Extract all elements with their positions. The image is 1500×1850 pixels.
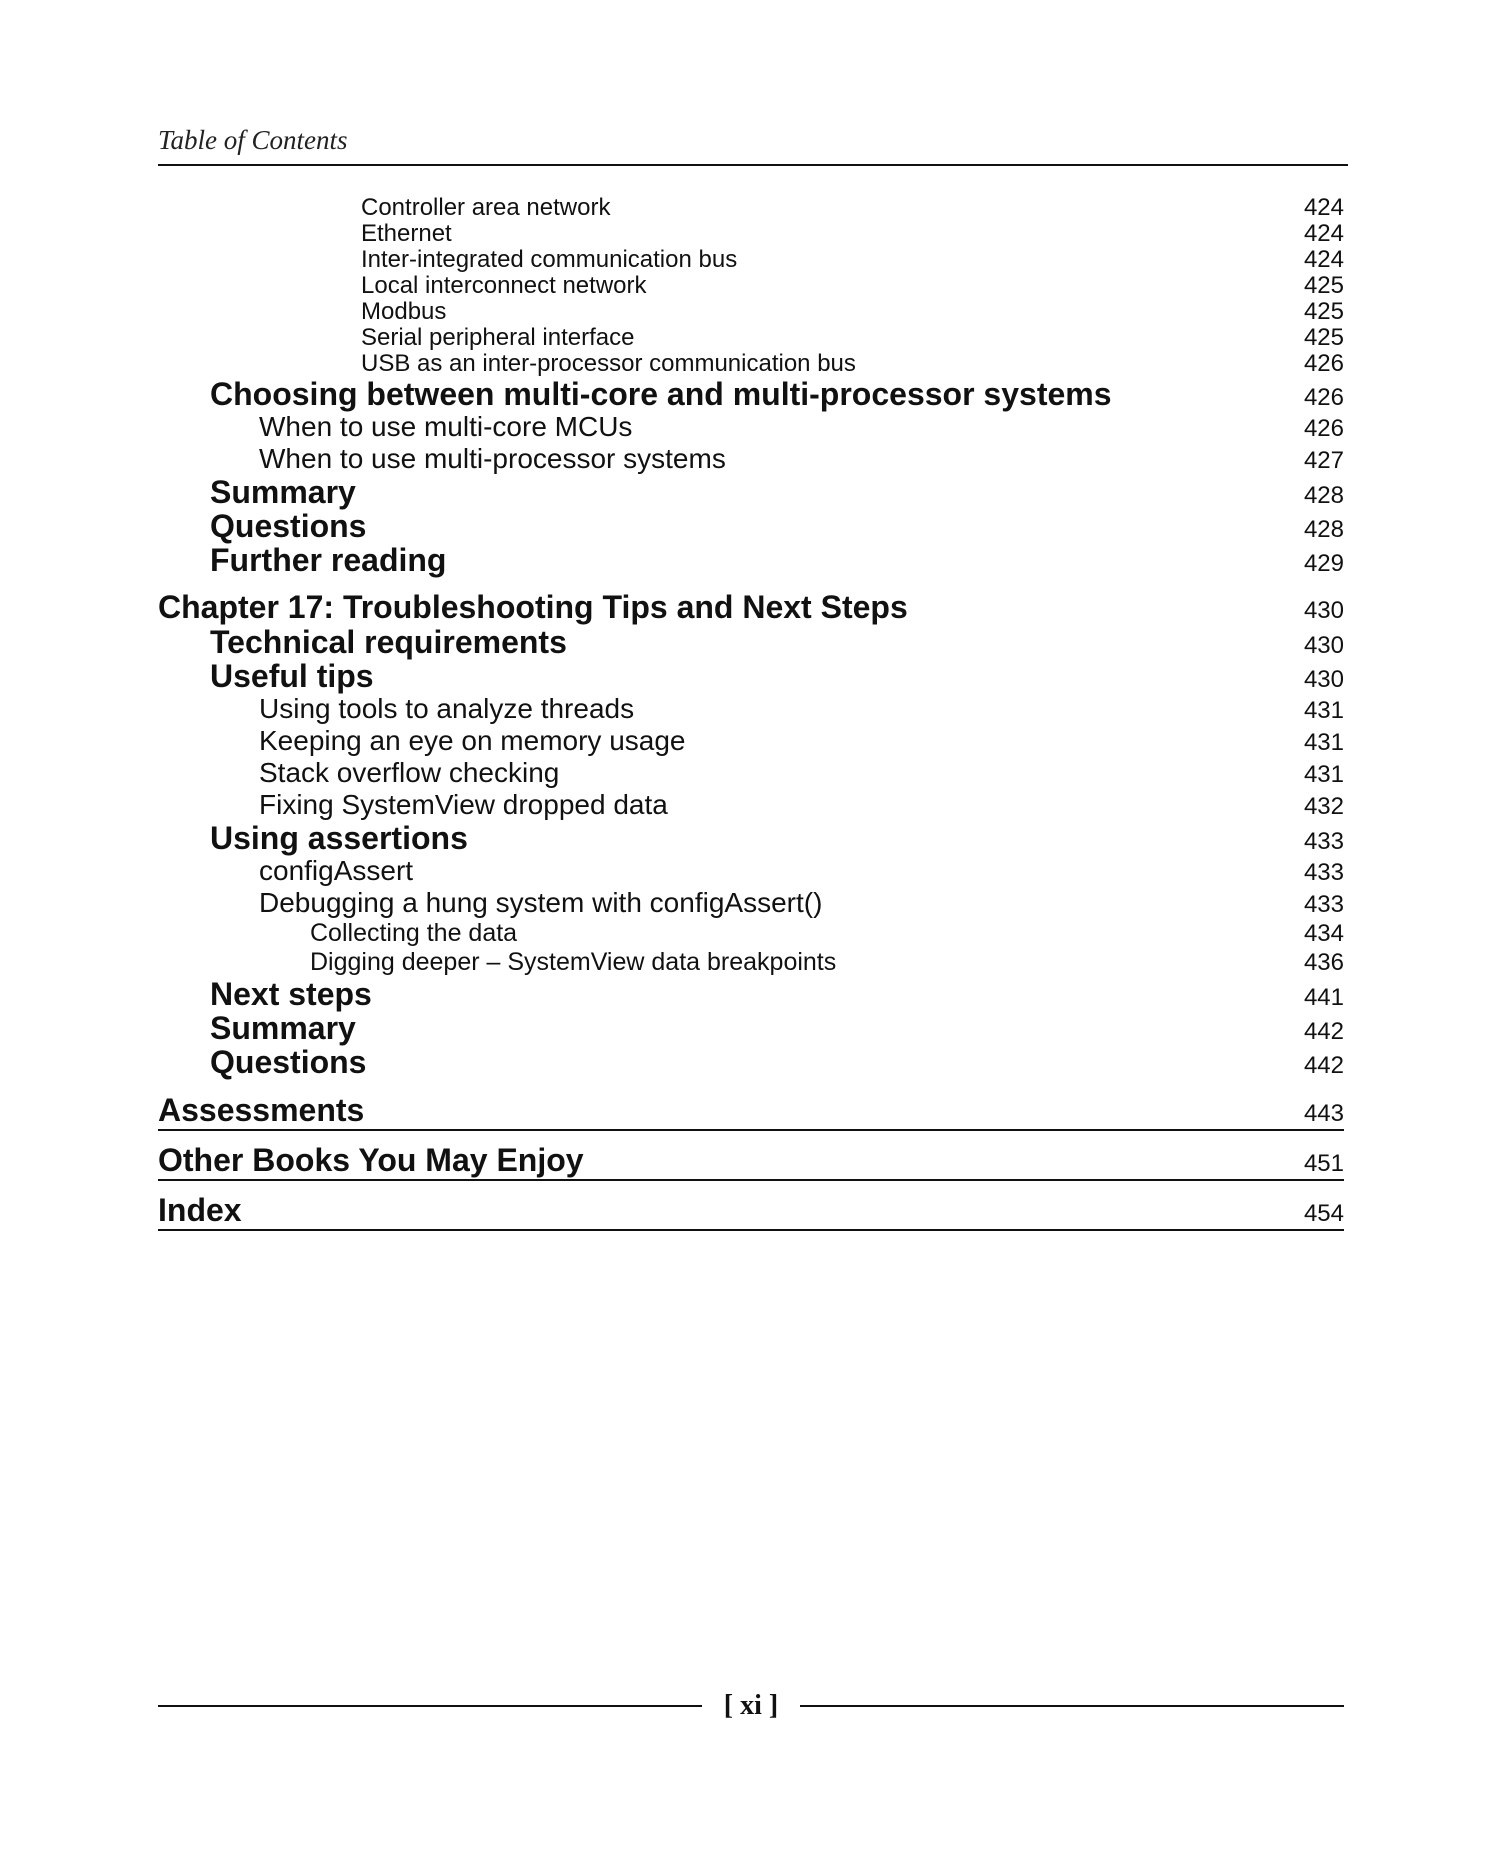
toc-entry-title: Using assertions [210, 820, 468, 856]
toc-entry[interactable] [158, 509, 1344, 543]
toc-entry[interactable] [158, 789, 1344, 821]
toc-entry-page: 451 [1303, 1150, 1344, 1177]
toc-entry-page: 425 [1303, 272, 1344, 299]
toc-entry-title: Questions [210, 1044, 367, 1080]
toc-entry[interactable] [158, 589, 1344, 625]
toc-entry-page: 431 [1303, 697, 1344, 724]
toc-entry-title: Technical requirements [210, 624, 567, 660]
toc-entry-title: Inter-integrated communication bus [361, 246, 738, 273]
toc-entry-page: 427 [1303, 447, 1344, 474]
toc-entry[interactable] [158, 887, 1344, 919]
toc-entry[interactable] [158, 659, 1344, 693]
toc-entry[interactable] [158, 693, 1344, 725]
toc-entry-title: When to use multi-processor systems [259, 443, 726, 474]
toc-entry-title: Keeping an eye on memory usage [259, 725, 686, 756]
toc-entry-title: Collecting the data [310, 919, 518, 947]
toc-entry-page: 426 [1303, 415, 1344, 442]
toc-entry-page: 431 [1303, 729, 1344, 756]
toc-entry[interactable] [158, 757, 1344, 789]
toc-entry-page: 433 [1303, 891, 1344, 918]
toc-entry-title: Questions [210, 508, 367, 544]
toc-entry-title: Debugging a hung system with configAssert() [259, 887, 823, 918]
toc-entry-page: 454 [1303, 1200, 1344, 1227]
toc-entry[interactable] [158, 195, 1344, 221]
toc-entry-page: 428 [1303, 482, 1344, 509]
toc-entry-page: 434 [1303, 920, 1344, 947]
toc-entry-page: 430 [1303, 597, 1344, 624]
toc-entry-title: Digging deeper – SystemView data breakpoints [310, 948, 837, 976]
toc-entry-title: Modbus [361, 298, 447, 325]
toc-entry[interactable] [158, 1191, 1344, 1231]
footer-rule-left [158, 1705, 702, 1707]
toc-entry-page: 426 [1303, 384, 1344, 411]
toc-entry[interactable] [158, 411, 1344, 443]
toc-entry-title: Chapter 17: Troubleshooting Tips and Next Steps [158, 589, 908, 625]
toc-entry-page: 424 [1303, 194, 1344, 221]
toc-entry-page: 424 [1303, 220, 1344, 247]
toc-entry[interactable] [158, 1091, 1344, 1131]
toc-entry-title: Local interconnect network [361, 272, 647, 299]
toc-entry[interactable] [158, 1011, 1344, 1045]
toc-entry-page: 441 [1303, 984, 1344, 1011]
toc-entry[interactable] [158, 325, 1344, 351]
toc-entry-title: Choosing between multi-core and multi-processor systems [210, 376, 1112, 412]
toc-entry-page: 424 [1303, 246, 1344, 273]
toc-entry[interactable] [158, 725, 1344, 757]
toc-entry[interactable] [158, 247, 1344, 273]
toc-entry-page: 432 [1303, 793, 1344, 820]
toc-entry-title: USB as an inter-processor communication bus [361, 350, 856, 377]
toc-entry-page: 425 [1303, 298, 1344, 325]
toc-entry-title: Using tools to analyze threads [259, 693, 635, 724]
toc-entry-page: 430 [1303, 632, 1344, 659]
toc-entry-page: 430 [1303, 666, 1344, 693]
toc-entry[interactable] [158, 377, 1344, 411]
toc-entry[interactable] [158, 351, 1344, 377]
running-header: Table of Contents [158, 125, 348, 155]
toc-entry-page: 443 [1303, 1100, 1344, 1127]
toc-entry[interactable] [158, 475, 1344, 509]
toc-entry-page: 431 [1303, 761, 1344, 788]
toc-entry[interactable] [158, 543, 1344, 577]
page-footer [158, 1690, 1344, 1722]
toc-entry[interactable] [158, 948, 1344, 977]
toc-entry-title: Controller area network [361, 194, 611, 221]
toc-entry[interactable] [158, 855, 1344, 887]
toc-entry[interactable] [158, 1141, 1344, 1181]
toc-entry-page: 425 [1303, 324, 1344, 351]
toc-entry-title: Summary [210, 1010, 356, 1046]
toc-entry[interactable] [158, 625, 1344, 659]
toc-entry-title: Other Books You May Enjoy [158, 1142, 584, 1178]
page-number: [ xi ] [723, 1690, 779, 1721]
toc-entry-title: Fixing SystemView dropped data [259, 789, 668, 820]
toc-entry-page: 433 [1303, 828, 1344, 855]
toc-entry-title: Useful tips [210, 658, 374, 694]
toc-entry-title: Further reading [210, 542, 447, 578]
footer-rule-right [800, 1705, 1344, 1707]
toc-entry-title: Ethernet [361, 220, 452, 247]
header-rule [158, 164, 1348, 166]
toc-entry-title: configAssert [259, 855, 414, 886]
toc-entry[interactable] [158, 221, 1344, 247]
table-of-contents [158, 195, 1344, 1241]
toc-entry[interactable] [158, 919, 1344, 948]
toc-entry-page: 442 [1303, 1018, 1344, 1045]
toc-entry-page: 436 [1303, 949, 1344, 976]
toc-entry-title: Serial peripheral interface [361, 324, 635, 351]
toc-entry-title: Assessments [158, 1092, 365, 1128]
toc-entry[interactable] [158, 273, 1344, 299]
toc-entry-title: Summary [210, 474, 356, 510]
toc-entry-title: Next steps [210, 976, 372, 1012]
toc-entry-page: 442 [1303, 1052, 1344, 1079]
toc-entry-page: 429 [1303, 550, 1344, 577]
toc-entry[interactable] [158, 977, 1344, 1011]
toc-entry-page: 428 [1303, 516, 1344, 543]
toc-entry-page: 433 [1303, 859, 1344, 886]
toc-entry[interactable] [158, 821, 1344, 855]
toc-entry[interactable] [158, 1045, 1344, 1079]
toc-entry-title: When to use multi-core MCUs [259, 411, 633, 442]
toc-entry[interactable] [158, 299, 1344, 325]
toc-entry-title: Stack overflow checking [259, 757, 560, 788]
toc-entry-title: Index [158, 1192, 242, 1228]
toc-entry-page: 426 [1303, 350, 1344, 377]
toc-entry[interactable] [158, 443, 1344, 475]
